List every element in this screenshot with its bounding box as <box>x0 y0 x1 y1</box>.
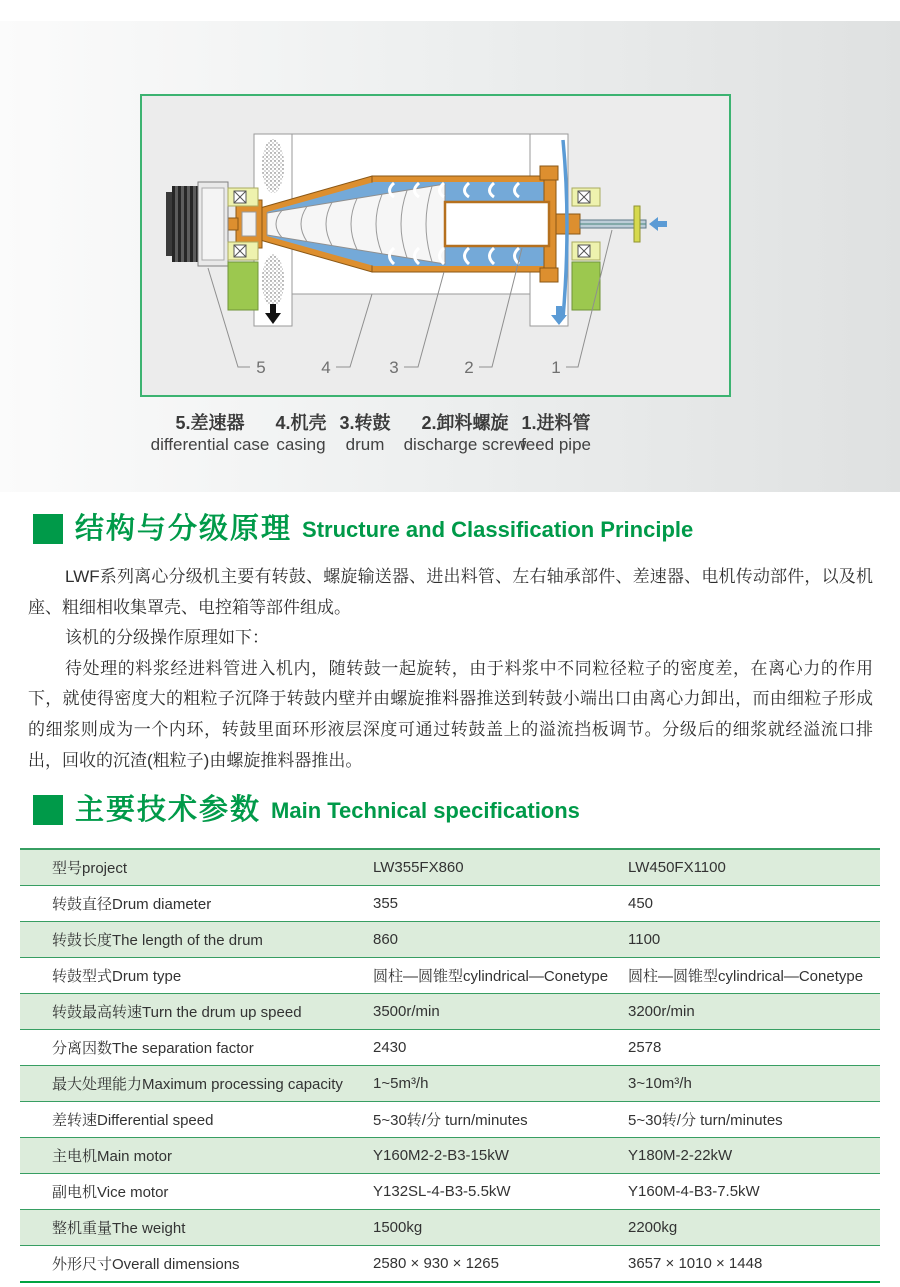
green-square-bullet <box>33 795 63 825</box>
label-zh: 5.差速器 <box>175 413 245 433</box>
spec-value-lw355: 5~30转/分 turn/minutes <box>373 1112 528 1129</box>
spec-value-lw355: Y160M2-2-B3-15kW <box>373 1147 509 1164</box>
label-discharge-screw <box>404 412 527 455</box>
spec-label: 整机重量The weight <box>52 1220 186 1237</box>
table-row <box>20 1209 880 1245</box>
label-en: drum <box>345 435 385 454</box>
callout-4: 4 <box>321 358 331 377</box>
paragraph: LWF系列离心分级机主要有转鼓、螺旋输送器、进出料管、左右轴承部件、差速器、电机传动部件，以及机座、粗细相收集罩壳、电控箱等部件组成。 <box>28 567 873 617</box>
label-en: discharge screw <box>403 435 527 454</box>
paragraph: 该机的分级操作原理如下： <box>65 628 269 648</box>
table-row <box>20 921 880 957</box>
spec-label: 副电机Vice motor <box>52 1184 169 1201</box>
spec-label: 分离因数The separation factor <box>52 1040 254 1057</box>
section-title-en: Structure and Classification Principle <box>302 517 694 542</box>
callout-2: 2 <box>464 358 474 377</box>
spec-label: 转鼓直径Drum diameter <box>52 896 212 913</box>
spec-value-lw450: 3200r/min <box>628 1003 695 1020</box>
spec-value-lw355: Y132SL-4-B3-5.5kW <box>373 1183 511 1200</box>
section-title-zh: 主要技术参数 <box>75 794 262 826</box>
table-row <box>20 850 880 885</box>
section-title-en: Main Technical specifications <box>271 798 580 823</box>
spec-value-lw450: 2578 <box>628 1039 662 1056</box>
spec-value-lw450: Y180M-2-22kW <box>628 1147 733 1164</box>
table-row <box>20 1137 880 1173</box>
spec-value-lw450: 3~10m³/h <box>628 1075 692 1092</box>
left-bearing-shape <box>228 188 258 310</box>
table-row <box>20 1101 880 1137</box>
spec-value-lw450: Y160M-4-B3-7.5kW <box>628 1183 760 1200</box>
spec-value-lw355: 860 <box>373 931 399 948</box>
spec-value-lw450: 2200kg <box>628 1219 678 1236</box>
label-zh: 1.进料管 <box>521 413 591 433</box>
spec-value-lw355: 2430 <box>373 1039 407 1056</box>
spec-value-lw355: 圆柱—圆锥型cylindrical—Conetype <box>373 968 609 985</box>
spec-label: 转鼓型式Drum type <box>52 968 182 985</box>
centrifuge-diagram <box>142 96 729 395</box>
callout-5: 5 <box>256 358 266 377</box>
structure-description <box>28 562 873 776</box>
table-row <box>20 957 880 993</box>
label-zh: 2.卸料螺旋 <box>421 413 509 433</box>
label-zh: 3.转鼓 <box>339 413 391 433</box>
spec-value-lw450: LW450FX1100 <box>628 859 726 876</box>
spec-label: 主电机Main motor <box>52 1148 173 1165</box>
label-casing <box>275 412 326 455</box>
spec-label: 型号project <box>52 860 128 877</box>
label-drum <box>339 412 390 455</box>
label-zh: 4.机壳 <box>275 413 327 433</box>
spec-value-lw450: 3657 × 1010 × 1448 <box>628 1255 763 1272</box>
spec-value-lw450: 圆柱—圆锥型cylindrical—Conetype <box>628 968 864 985</box>
spec-value-lw450: 1100 <box>628 931 661 948</box>
table-row <box>20 993 880 1029</box>
spec-value-lw355: 1500kg <box>373 1219 423 1236</box>
spec-value-lw450: 450 <box>628 895 654 912</box>
label-en: differential case <box>150 435 270 454</box>
table-row <box>20 885 880 921</box>
spec-value-lw355: 355 <box>373 895 399 912</box>
section-title-zh: 结构与分级原理 <box>75 513 293 545</box>
paragraph: 待处理的料浆经进料管进入机内，随转鼓一起旋转，由于料浆中不同粒径粒子的密度差，在离心力的作用下，就使得密度大的粗粒子沉降于转鼓内壁并由螺旋推料器推送到转鼓小端出口由离心力卸出，而由细粒子形成的细浆则成为一个内环，转鼓里面环形液层深度可通过转鼓盖上的溢流挡板调节。分级后的细浆就经溢流口排出，回收的沉渣(粗粒子)由螺旋推料器推出。 <box>28 658 873 770</box>
centrifuge-diagram-frame <box>140 94 731 397</box>
section-header-specs <box>33 795 580 825</box>
spec-label: 转鼓最高转速Turn the drum up speed <box>52 1004 302 1021</box>
table-row <box>20 1245 880 1281</box>
table-row <box>20 1029 880 1065</box>
label-differential-case <box>151 412 270 455</box>
spec-label: 外形尺寸Overall dimensions <box>52 1256 240 1273</box>
spec-label: 差转速Differential speed <box>52 1112 214 1129</box>
spec-table <box>20 848 880 1283</box>
spec-label: 最大处理能力Maximum processing capacity <box>52 1076 343 1093</box>
spec-value-lw355: 3500r/min <box>373 1003 440 1020</box>
diagram-part-labels <box>0 412 900 462</box>
section-header-structure <box>33 514 693 544</box>
spec-value-lw355: LW355FX860 <box>373 859 464 876</box>
callout-3: 3 <box>389 358 399 377</box>
table-row <box>20 1065 880 1101</box>
table-row <box>20 1173 880 1209</box>
label-en: feed pipe <box>521 435 591 454</box>
spec-label: 转鼓长度The length of the drum <box>52 932 263 949</box>
label-feed-pipe <box>521 412 591 455</box>
spec-value-lw355: 1~5m³/h <box>373 1075 429 1092</box>
spec-value-lw355: 2580 × 930 × 1265 <box>373 1255 499 1272</box>
green-square-bullet <box>33 514 63 544</box>
spec-value-lw450: 5~30转/分 turn/minutes <box>628 1112 783 1129</box>
callout-1: 1 <box>551 358 561 377</box>
label-en: casing <box>276 435 326 454</box>
